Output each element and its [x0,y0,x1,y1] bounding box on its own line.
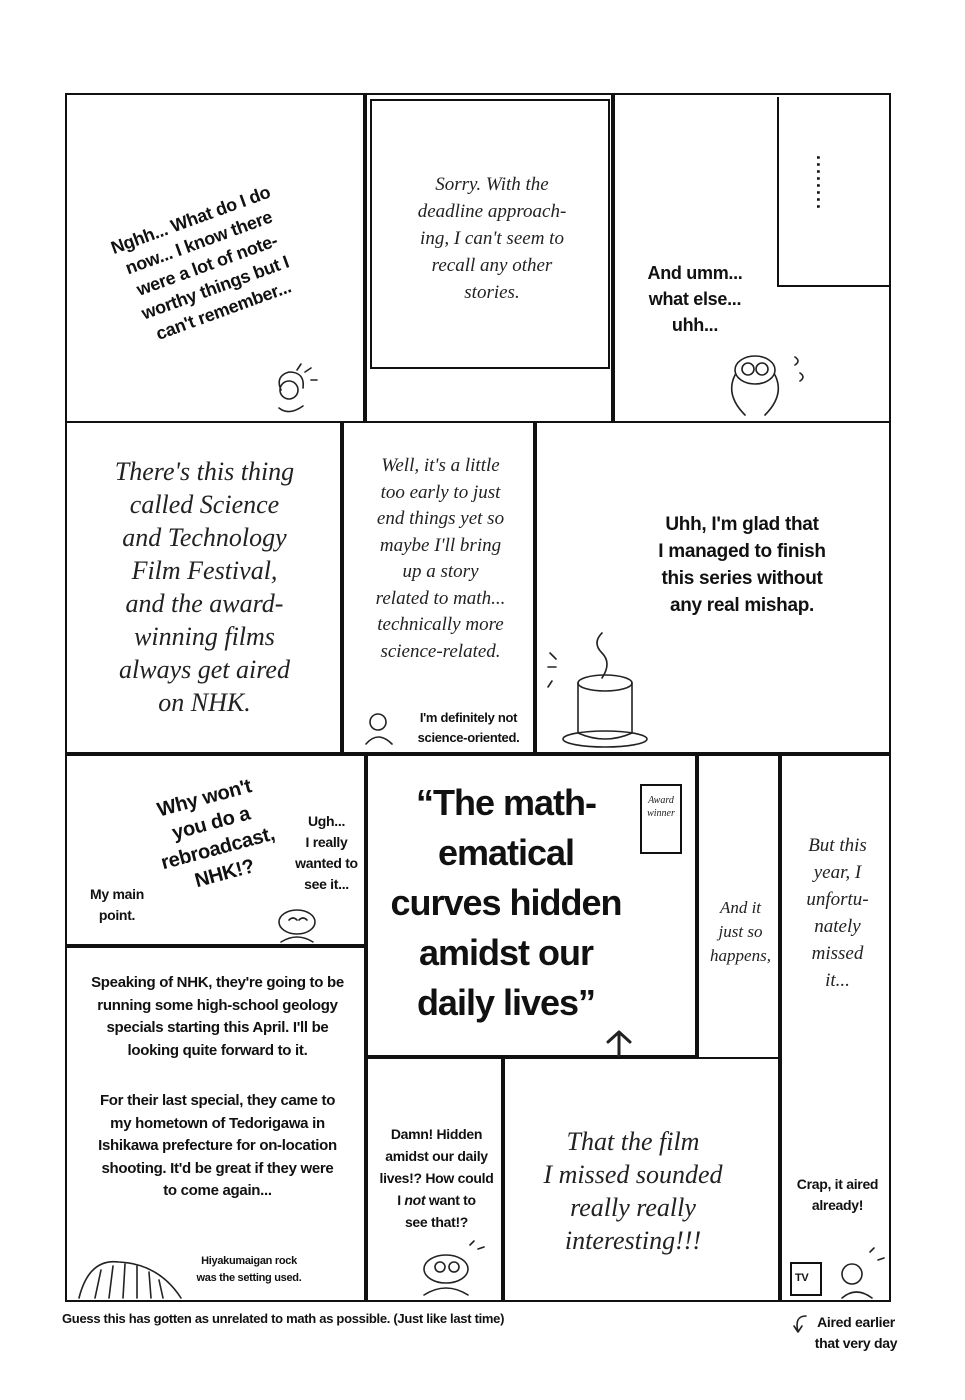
film-title: “The math- ematical curves hidden amidst our daily lives” [390,782,622,1023]
panel-4 [65,421,342,754]
panel-6-text: Uhh, I'm glad that I managed to finish this series without any real mishap. [658,514,826,616]
panel-11-para2: For their last special, they came to my hometown of Tedorigawa in Ishikawa prefecture for on-location shooting. It'd be great if they were to come again... [98,1092,337,1199]
panel-11 [65,946,366,1302]
panel-9-text: And it just so happens, [710,898,771,965]
panel-12-emph: not [404,1192,426,1208]
award-badge-label: Award winner [647,795,675,819]
chibi-author-icon [830,1244,890,1300]
panel-12-text-b: want to see that!? [404,1192,476,1230]
panel-5-aside: I'm definitely not science-oriented. [417,710,520,745]
panel-7-aside: Ugh... I really wanted to see it... [295,813,358,892]
panel-7-note: My main point. [90,886,144,923]
chibi-author-icon [408,1239,488,1299]
panel-4-text: There's this thing called Science and Technology Film Festival, and the award- winning films always get aired on NHK. [114,457,295,717]
footer-right: Aired earlier that very day [814,1314,898,1351]
panel-8 [366,754,697,1057]
panel-7-shout: Why won't you do a rebroadcast, NHK!? [154,775,277,893]
panel-10-text: But this year, I unfortu- nately missed it... [806,835,869,991]
panel-10 [780,754,891,1302]
panel-14-text: Crap, it aired already! [796,1176,879,1213]
chibi-author-icon [267,350,347,420]
panel-12-text [372,1123,501,1233]
arrow-up-icon [604,1028,634,1058]
footer-left: Guess this has gotten as unrelated to math as possible. (Just like last time) [62,1311,505,1326]
panel-13-text: That the film I missed sounded really really interesting!!! [543,1127,723,1255]
panel-5-text: Well, it's a little too early to just end things yet so maybe I'll bring up a story related to math... technically more science-related. [375,455,506,662]
panel-12-text-a: Damn! Hidden amidst our daily lives!? How could I [379,1126,494,1208]
panel-11-para1: Speaking of NHK, they're going to be running some high-school geology specials starting this April. I'll be looking quite forward to it. [91,974,344,1059]
panel-11-caption: Hiyakumaigan rock was the setting used. [196,1255,302,1284]
tv-box [790,1262,822,1296]
panel-3 [613,93,891,423]
rock-drawing-icon [75,1254,185,1302]
panel-2 [365,93,613,423]
panel-6 [535,421,891,754]
chibi-author-icon [267,904,327,946]
panel-2-text: Sorry. With the deadline approach- ing, I can't seem to recall any other stories. [417,174,567,303]
chibi-author-icon [356,708,406,748]
coffee-cup-icon [542,623,662,753]
panel-5 [342,421,535,754]
panel-3-dots: ........ [813,155,833,212]
tv-label: TV [795,1272,809,1284]
panel-9 [697,754,780,1059]
award-badge [640,784,682,854]
panel-1-text: Nghh... What do I do now... I know there were a lot of note- worthy things but I can't remember... [108,181,294,344]
chibi-author-icon [710,345,820,420]
panel-1 [65,93,365,423]
panel-12 [366,1057,503,1302]
panel-3-text: And umm... what else... uhh... [647,263,743,335]
panel-7 [65,754,366,946]
panel-13 [503,1057,780,1302]
